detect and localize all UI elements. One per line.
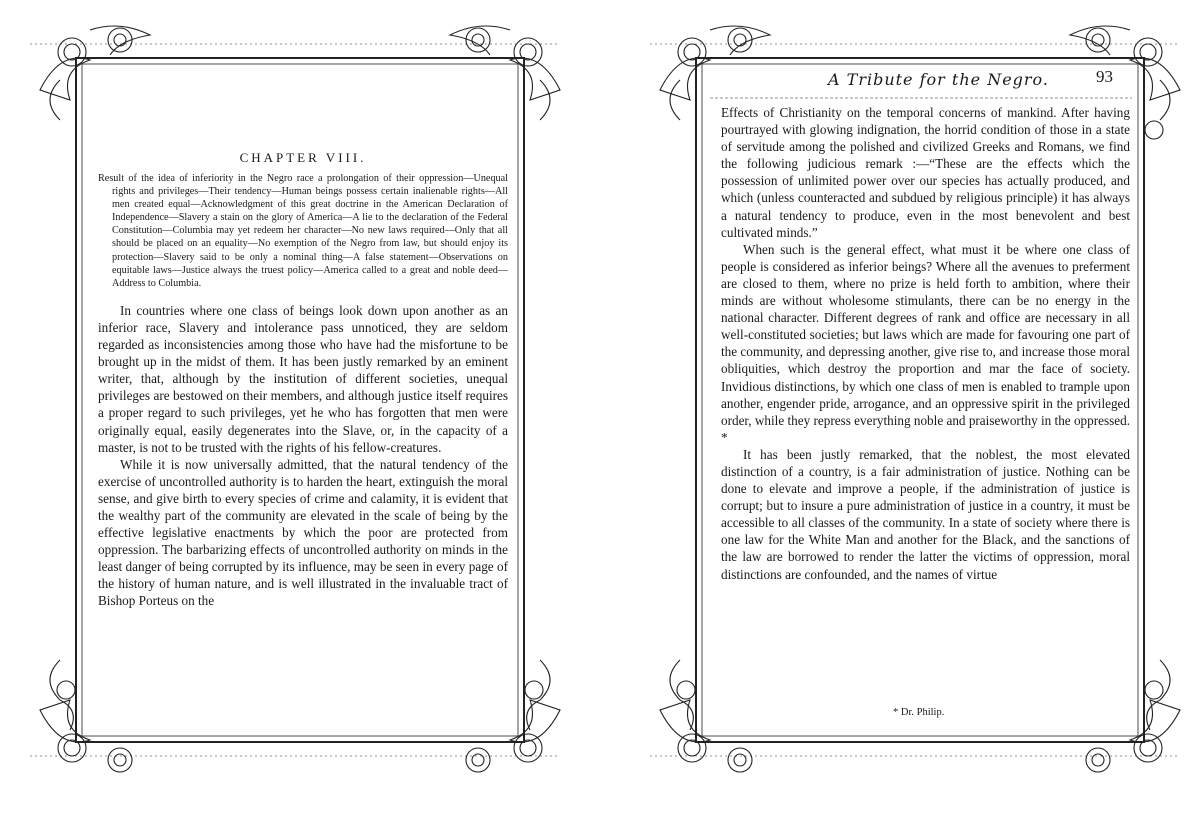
chapter-title: CHAPTER VIII. xyxy=(239,150,367,165)
right-text-block xyxy=(721,104,1130,583)
page-number: 93 xyxy=(1096,67,1113,86)
left-text-block xyxy=(98,150,508,610)
footnote: * Dr. Philip. xyxy=(893,707,945,718)
left-page xyxy=(0,0,590,816)
running-head: A Tribute for the Negro. xyxy=(828,70,1049,89)
right-paragraph-2: When such is the general effect, what must it be where one class of people is considered as inferior beings? Where all the avenues to preferment are closed to them, where no prize is held forth to ambition, where their minds are without wholesome stimulants, there can be no energy in the national character. Different degrees of rank and office are necessary in all well-constituted societies; but laws which are made for favouring one part of the community, and depressing another, give rise to, and increase those moral obliquities, which destroy the proportion and mar the face of society. Invidious distinctions, by which one class of men is enabled to trample upon another, engender pride, arrogance, and an oppressive spirit in the privileged order, while they repress everything noble and praiseworthy in the oppressed. * xyxy=(721,241,1130,445)
left-paragraph-1: In countries where one class of beings look down upon another as an inferior race, Slavery and intolerance pass unnoticed, they are seldom regarded as inconsistencies among those who have had the misfortune to be brought up in the midst of them. It has been justly remarked by an eminent writer, that, although by the institution of different societies, unequal privileges are bestowed on their members, and although justice itself requires a proper regard to such privileges, yet he who has forgotten that men were originally equal, easily degenerates into the Slave, or, in the capacity of a master, is not to be trusted with the rights of his fellow-creatures. xyxy=(98,302,508,455)
chapter-synopsis: Result of the idea of inferiority in the Negro race a prolongation of their oppression—Unequal rights and privileges—Their tendency—Human beings possess certain inalienable rights—All men created equal—Acknowledgment of this great doctrine in the American Declaration of Independence—Slavery a stain on the glory of America—A lie to the declaration of the Federal Constitution—Columbia may yet redeem her character—No new laws required—Only that all should be placed on an equality—No exemption of the Negro from law, but should enjoy its protection—Slavery said to be only a nominal thing—A false statement—Observations on equitable laws—Justice always the truest policy—America called to a great and noble deed—Address to Columbia. xyxy=(98,173,508,289)
right-paragraph-3: It has been justly remarked, that the noblest, the most elevated distinction of a country, is a fair administration of justice. Nothing can be done to elevate and improve a people, if the administration of justice is corrupt; but to insure a pure administration of justice in a country, it must be accessible to all classes of the community. In a state of society where there is one law for the White Man and another for the Black, and the sanctions of the law are borrowed to render the latter the victims of oppression, moral distinctions are confounded, and the names of virtue xyxy=(721,446,1130,582)
left-paragraph-2: While it is now universally admitted, that the natural tendency of the exercise of uncontrolled authority is to harden the heart, extinguish the moral sense, and give birth to every species of crime and calamity, it is evident that the wealthy part of the community are elevated in the scale of being by the effective legislative enactments by which the poor are protected from oppression. The barbarizing effects of uncontrolled authority on minds in the least danger of being corrupted by its influence, may be seen in every page of the history of human nature, and is well illustrated in the invaluable tract of Bishop Porteus on the xyxy=(98,456,508,609)
right-paragraph-1: Effects of Christianity on the temporal concerns of mankind. After having pourtrayed with glowing indignation, the horrid condition of those in a state of servitude among the polished and civilized Greeks and Romans, we find the following judicious remark :—“These are the effects which the possession of unlimited power over our species has actually produced, and which (unless counteracted and subdued by religious principle) it has always a natural tendency to produce, even in the most benevolent and best cultivated minds.” xyxy=(721,105,1130,240)
